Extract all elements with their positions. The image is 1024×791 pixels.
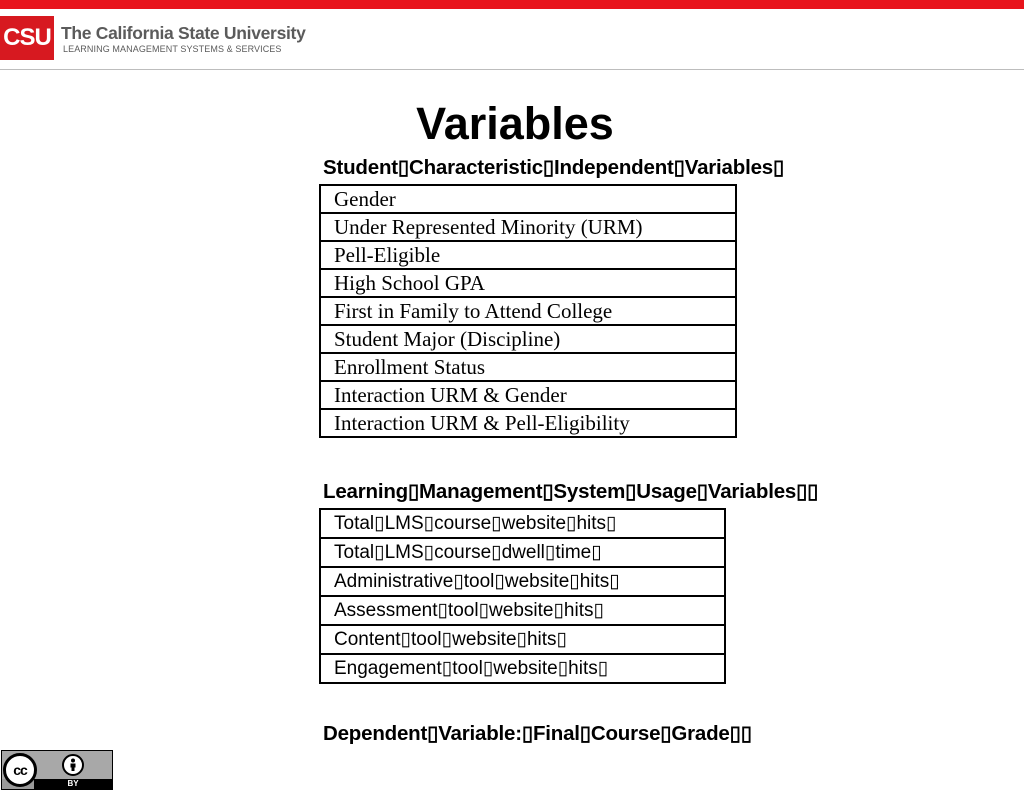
cc-icon: cc: [3, 753, 37, 787]
csu-logo: [0, 16, 54, 60]
creative-commons-by-icon: [1, 750, 113, 790]
table-row: [320, 381, 736, 409]
table-row: [320, 654, 725, 683]
dependent-variable-heading: Dependent▯Variable:▯Final▯Course▯Grade▯▯: [323, 722, 752, 745]
table-row: [320, 213, 736, 241]
slide-title: Variables: [416, 98, 614, 149]
lms-variables-heading: Learning▯Management▯System▯Usage▯Variables▯▯: [323, 480, 819, 503]
table-cell: Total▯LMS▯course▯dwell▯time▯: [320, 538, 725, 567]
table-cell: Content▯tool▯website▯hits▯: [320, 625, 725, 654]
table-row: [320, 297, 736, 325]
table-cell: First in Family to Attend College: [320, 297, 736, 325]
table-cell: Under Represented Minority (URM): [320, 213, 736, 241]
table-row: [320, 185, 736, 213]
table-cell: Assessment▯tool▯website▯hits▯: [320, 596, 725, 625]
org-subtitle: LEARNING MANAGEMENT SYSTEMS & SERVICES: [63, 44, 282, 54]
table-cell: Interaction URM & Pell-Eligibility: [320, 409, 736, 437]
table-row: [320, 353, 736, 381]
student-variables-table: [319, 184, 737, 438]
top-accent-bar: [0, 0, 1024, 9]
table-row: [320, 241, 736, 269]
table-row: [320, 596, 725, 625]
table-cell: High School GPA: [320, 269, 736, 297]
lms-variables-table: [319, 508, 726, 684]
table-cell: Student Major (Discipline): [320, 325, 736, 353]
table-row: [320, 325, 736, 353]
table-cell: Engagement▯tool▯website▯hits▯: [320, 654, 725, 683]
csu-logo-text: CSU: [3, 24, 51, 51]
table-cell: Interaction URM & Gender: [320, 381, 736, 409]
table-cell: Gender: [320, 185, 736, 213]
table-cell: Pell-Eligible: [320, 241, 736, 269]
by-label: BY: [34, 779, 112, 789]
table-row: [320, 269, 736, 297]
org-title: The California State University: [61, 23, 306, 43]
header-divider: [0, 69, 1024, 70]
student-variables-heading: Student▯Characteristic▯Independent▯Variables▯: [323, 156, 785, 179]
table-row: [320, 625, 725, 654]
table-row: [320, 567, 725, 596]
table-row: [320, 538, 725, 567]
table-cell: Administrative▯tool▯website▯hits▯: [320, 567, 725, 596]
table-cell: Total▯LMS▯course▯website▯hits▯: [320, 509, 725, 538]
attribution-icon: [62, 754, 84, 776]
table-cell: Enrollment Status: [320, 353, 736, 381]
table-row: [320, 409, 736, 437]
table-row: [320, 509, 725, 538]
